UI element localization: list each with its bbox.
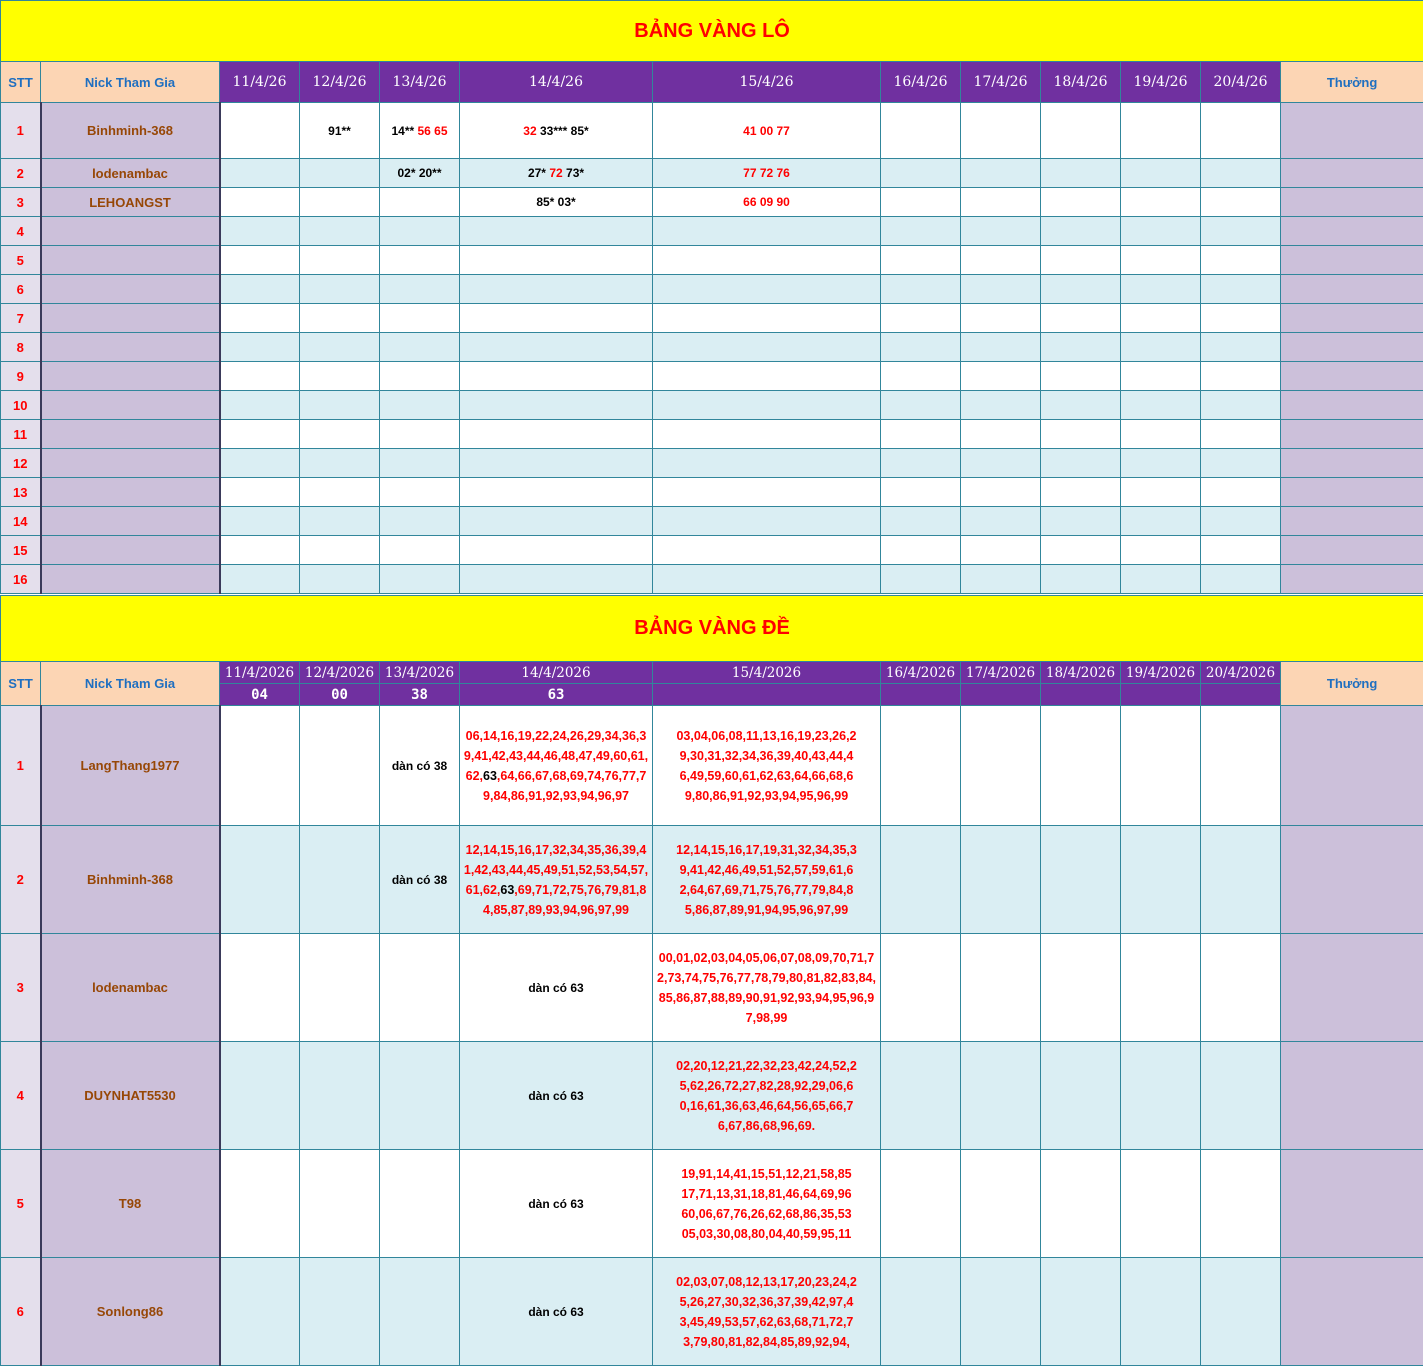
row-nick [41,217,220,246]
lo-header-nick: Nick Tham Gia [41,62,220,103]
row-stt: 4 [1,217,41,246]
row-cell [1121,103,1201,159]
row-nick: Binhminh-368 [41,103,220,159]
de-header-date: 12/4/2026 [300,662,380,684]
table-row [1,565,1423,594]
row-nick [41,246,220,275]
table-row [1,706,1423,826]
row-cell: 02* 20** [380,159,460,188]
row-cell: 66 09 90 [653,188,881,217]
table-row [1,103,1423,159]
de-table [0,595,1423,1366]
row-reward [1281,333,1423,362]
de-header-date: 11/4/2026 [220,662,300,684]
de-result [961,684,1041,706]
number-list: ,64,66,67,68,69,74,76,77,79,84,86,91,92,93,94,96,97 [483,768,647,803]
row-nick [41,420,220,449]
row-cell [220,159,300,188]
row-stt: 5 [1,1150,41,1258]
row-nick: lodenambac [41,159,220,188]
table-row [1,934,1423,1042]
row-cell [881,188,961,217]
row-reward [1281,188,1423,217]
de-result: 00 [300,684,380,706]
row-reward [1281,934,1423,1042]
row-stt: 1 [1,103,41,159]
row-stt: 12 [1,449,41,478]
de-result: 63 [460,684,653,706]
de-header-date: 14/4/2026 [460,662,653,684]
de-result [1041,684,1121,706]
row-reward [1281,304,1423,333]
row-cell [1041,188,1121,217]
number-list: 06,14,16,19,22,24,26,29,34,36,39,41,42,43,44,46,48,47,49,60,61,62, [463,728,649,783]
de-result [653,684,881,706]
row-reward [1281,246,1423,275]
row-reward [1281,362,1423,391]
de-header-reward: Thưởng [1281,662,1423,706]
table-row [1,1042,1423,1150]
lo-header-date: 15/4/26 [653,62,881,103]
row-cell: dàn có 38 [380,826,460,934]
table-row [1,1150,1423,1258]
row-stt: 11 [1,420,41,449]
row-nick: DUYNHAT5530 [41,1042,220,1150]
row-cell: 12,14,15,16,17,19,31,32,34,35,39,41,42,46,49,51,52,57,59,61,62,64,67,69,71,75,76,77,79,84,85,86,87,89,91,94,95,96,97,99 [653,826,881,934]
row-nick: T98 [41,1150,220,1258]
table-row [1,391,1423,420]
row-nick: Sonlong86 [41,1258,220,1366]
lo-header-date: 20/4/26 [1201,62,1281,103]
row-cell [881,159,961,188]
row-reward [1281,420,1423,449]
table-row [1,275,1423,304]
row-cell: 03,04,06,08,11,13,16,19,23,26,29,30,31,32,34,36,39,40,43,44,46,49,59,60,61,62,63,64,66,68,69,80,86,91,92,93,94,95,96,99 [653,706,881,826]
de-header-date: 20/4/2026 [1201,662,1281,684]
row-reward [1281,507,1423,536]
row-nick: lodenambac [41,934,220,1042]
row-nick [41,507,220,536]
pick-text: 91** [328,123,351,138]
de-result [1201,684,1281,706]
row-cell [1201,103,1281,159]
row-cell [1041,103,1121,159]
row-stt: 15 [1,536,41,565]
row-cell: dàn có 63 [460,1150,653,1258]
row-stt: 2 [1,826,41,934]
de-header-date: 17/4/2026 [961,662,1041,684]
row-reward [1281,217,1423,246]
de-header-date: 15/4/2026 [653,662,881,684]
de-header-date: 16/4/2026 [881,662,961,684]
row-cell [460,159,653,188]
row-cell [460,103,653,159]
row-nick [41,304,220,333]
row-cell [1201,188,1281,217]
pick-hit: 56 65 [417,123,448,138]
lo-header-reward: Thưởng [1281,62,1423,103]
row-stt: 1 [1,706,41,826]
row-nick [41,275,220,304]
number-hit: 63 [483,768,497,783]
row-nick [41,565,220,594]
pick-text: 33*** 85* [539,123,589,138]
row-reward [1281,826,1423,934]
row-cell [380,103,460,159]
table-row [1,826,1423,934]
de-header-nick: Nick Tham Gia [41,662,220,706]
row-nick [41,333,220,362]
row-cell [1041,159,1121,188]
table-row [1,507,1423,536]
number-hit: 63 [500,882,515,897]
de-result: 04 [220,684,300,706]
pick-text: 14** [391,123,415,138]
lo-header-date: 19/4/26 [1121,62,1201,103]
lo-header-date: 17/4/26 [961,62,1041,103]
row-reward [1281,391,1423,420]
de-header-stt: STT [1,662,41,706]
row-cell: dàn có 63 [460,934,653,1042]
row-stt: 3 [1,934,41,1042]
lo-header-date: 14/4/26 [460,62,653,103]
row-cell: 41 00 77 [653,103,881,159]
row-stt: 16 [1,565,41,594]
row-cell: 00,01,02,03,04,05,06,07,08,09,70,71,72,73,74,75,76,77,78,79,80,81,82,83,84,85,86,87,88,89,90,91,92,93,94,95,96,97,98,99 [653,934,881,1042]
row-reward [1281,1258,1423,1366]
de-header-date: 18/4/2026 [1041,662,1121,684]
row-cell: 85* 03* [460,188,653,217]
row-nick [41,478,220,507]
de-title: BẢNG VÀNG ĐỀ [1,596,1423,662]
row-cell [460,706,653,826]
row-cell: 19,91,14,41,15,51,12,21,58,85 17,71,13,31,18,81,46,64,69,96 60,06,67,76,26,62,68,86,35,53 05,03,30,08,80,04,40,59,95,11 [653,1150,881,1258]
row-cell: 02,03,07,08,12,13,17,20,23,24,25,26,27,30,32,36,37,39,42,97,43,45,49,53,57,62,63,68,71,72,73,79,80,81,82,84,85,89,92,94, [653,1258,881,1366]
lo-header-date: 16/4/26 [881,62,961,103]
row-stt: 8 [1,333,41,362]
table-row [1,449,1423,478]
row-reward [1281,1042,1423,1150]
table-row [1,188,1423,217]
row-cell: dàn có 63 [460,1042,653,1150]
row-reward [1281,565,1423,594]
table-row [1,304,1423,333]
pick-text: 27* [527,166,546,180]
de-result [881,684,961,706]
row-stt: 9 [1,362,41,391]
de-header-date: 19/4/2026 [1121,662,1201,684]
row-nick [41,362,220,391]
row-cell [961,188,1041,217]
lo-header-date: 11/4/26 [220,62,300,103]
row-cell [961,159,1041,188]
row-stt: 6 [1,1258,41,1366]
row-reward [1281,103,1423,159]
row-stt: 5 [1,246,41,275]
table-row [1,333,1423,362]
row-cell [220,188,300,217]
row-reward [1281,275,1423,304]
row-cell: dàn có 63 [460,1258,653,1366]
row-cell [1121,188,1201,217]
row-cell [380,188,460,217]
table-row [1,1258,1423,1366]
table-row [1,159,1423,188]
row-nick: Binhminh-368 [41,826,220,934]
lo-header-stt: STT [1,62,41,103]
row-cell: 77 72 76 [653,159,881,188]
de-result: 38 [380,684,460,706]
lo-table [0,0,1423,594]
row-nick [41,449,220,478]
row-cell [1201,159,1281,188]
row-nick: LangThang1977 [41,706,220,826]
row-cell [1121,159,1201,188]
row-reward [1281,1150,1423,1258]
row-reward [1281,706,1423,826]
row-stt: 10 [1,391,41,420]
row-cell [460,826,653,934]
row-cell [881,103,961,159]
pick-text: 73* [566,166,585,180]
row-stt: 7 [1,304,41,333]
lo-header-date: 12/4/26 [300,62,380,103]
row-stt: 4 [1,1042,41,1150]
lo-header-date: 13/4/26 [380,62,460,103]
row-reward [1281,536,1423,565]
de-header-date: 13/4/2026 [380,662,460,684]
table-row [1,362,1423,391]
row-cell [300,188,380,217]
lo-title: BẢNG VÀNG LÔ [1,1,1423,62]
pick-hit: 32 [523,123,537,138]
row-stt: 3 [1,188,41,217]
row-reward [1281,449,1423,478]
row-cell [300,103,380,159]
row-stt: 13 [1,478,41,507]
row-stt: 6 [1,275,41,304]
de-result [1121,684,1201,706]
lo-header-date: 18/4/26 [1041,62,1121,103]
row-cell: dàn có 38 [380,706,460,826]
row-cell [220,103,300,159]
row-nick [41,536,220,565]
table-row [1,217,1423,246]
row-nick [41,391,220,420]
table-row [1,536,1423,565]
row-cell [300,159,380,188]
row-nick: LEHOANGST [41,188,220,217]
table-row [1,420,1423,449]
row-stt: 14 [1,507,41,536]
table-row [1,478,1423,507]
number-list: 12,14,15,16,17,32,34,35,36,39,41,42,43,44,45,49,51,52,53,54,57,61,62, [463,842,649,897]
row-cell: 02,20,12,21,22,32,23,42,24,52,25,62,26,72,27,82,28,92,29,06,60,16,61,36,63,46,64,56,65,66,76,67,86,68,96,69. [653,1042,881,1150]
row-stt: 2 [1,159,41,188]
row-reward [1281,478,1423,507]
table-row [1,246,1423,275]
row-cell [961,103,1041,159]
row-reward [1281,159,1423,188]
pick-hit: 72 [549,166,563,180]
number-list: ,69,71,72,75,76,79,81,84,85,87,89,93,94,96,97,99 [483,882,647,917]
